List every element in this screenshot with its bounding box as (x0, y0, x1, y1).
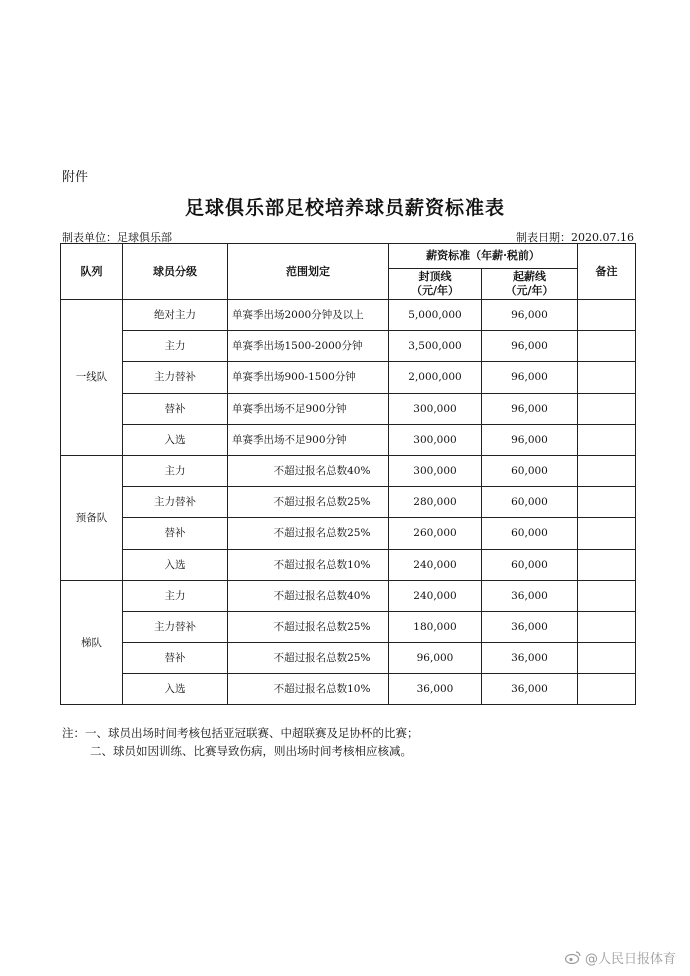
table-row (61, 643, 636, 674)
cap-cell: 280,000 (389, 487, 482, 518)
header-remarks: 备注 (578, 244, 636, 300)
note-1: 注：一、球员出场时间考核包括亚冠联赛、中超联赛及足协杯的比赛； (62, 726, 419, 740)
weibo-icon (565, 951, 581, 964)
date-label: 制表日期：2020.07.16 (516, 231, 634, 244)
cap-cell: 240,000 (389, 549, 482, 580)
cap-cell: 36,000 (389, 674, 482, 705)
grade-cell: 入选 (123, 424, 228, 455)
header-base: 起薪线 （元/年） (482, 269, 578, 300)
remarks-cell (578, 674, 636, 705)
attachment-label: 附件 (62, 170, 89, 185)
cap-cell: 300,000 (389, 393, 482, 424)
grade-cell: 主力替补 (123, 611, 228, 642)
base-cell: 96,000 (482, 362, 578, 393)
scope-cell: 不超过报名总数25% (228, 487, 389, 518)
scope-cell: 不超过报名总数10% (228, 549, 389, 580)
notes (62, 724, 419, 760)
scope-cell: 不超过报名总数25% (228, 611, 389, 642)
table-row (61, 674, 636, 705)
cap-cell: 5,000,000 (389, 300, 482, 331)
remarks-cell (578, 549, 636, 580)
remarks-cell (578, 331, 636, 362)
grade-cell: 替补 (123, 643, 228, 674)
team-cell: 一线队 (61, 300, 123, 456)
scope-cell: 不超过报名总数40% (228, 455, 389, 486)
table-row (61, 393, 636, 424)
scope-cell: 不超过报名总数25% (228, 518, 389, 549)
grade-cell: 主力 (123, 455, 228, 486)
grade-cell: 主力 (123, 331, 228, 362)
cap-cell: 180,000 (389, 611, 482, 642)
base-cell: 60,000 (482, 549, 578, 580)
remarks-cell (578, 362, 636, 393)
cap-cell: 96,000 (389, 643, 482, 674)
base-cell: 96,000 (482, 393, 578, 424)
header-salary-standard: 薪资标准（年薪·税前） (389, 244, 578, 269)
table-row (61, 487, 636, 518)
scope-cell: 不超过报名总数40% (228, 580, 389, 611)
remarks-cell (578, 580, 636, 611)
table-row (61, 611, 636, 642)
base-cell: 96,000 (482, 300, 578, 331)
cap-cell: 300,000 (389, 424, 482, 455)
table-row (61, 580, 636, 611)
table-row (61, 455, 636, 486)
cap-cell: 300,000 (389, 455, 482, 486)
base-cell: 96,000 (482, 424, 578, 455)
team-cell: 梯队 (61, 580, 123, 705)
table-row (61, 518, 636, 549)
header-cap: 封顶线 （元/年） (389, 269, 482, 300)
remarks-cell (578, 424, 636, 455)
cap-cell: 3,500,000 (389, 331, 482, 362)
table-row (61, 424, 636, 455)
grade-cell: 替补 (123, 518, 228, 549)
cap-cell: 260,000 (389, 518, 482, 549)
scope-cell: 单赛季出场不足900分钟 (228, 424, 389, 455)
remarks-cell (578, 487, 636, 518)
grade-cell: 入选 (123, 674, 228, 705)
scope-cell: 单赛季出场不足900分钟 (228, 393, 389, 424)
watermark-text: @人民日报体育 (584, 952, 676, 967)
salary-table (60, 243, 636, 705)
remarks-cell (578, 455, 636, 486)
base-cell: 60,000 (482, 518, 578, 549)
scope-cell: 单赛季出场1500-2000分钟 (228, 331, 389, 362)
grade-cell: 主力 (123, 580, 228, 611)
remarks-cell (578, 611, 636, 642)
header-scope: 范围划定 (228, 244, 389, 300)
header-grade: 球员分级 (123, 244, 228, 300)
remarks-cell (578, 300, 636, 331)
table-row (61, 549, 636, 580)
remarks-cell (578, 393, 636, 424)
grade-cell: 主力替补 (123, 487, 228, 518)
grade-cell: 替补 (123, 393, 228, 424)
document-title: 足球俱乐部足校培养球员薪资标准表 (184, 197, 505, 219)
grade-cell: 入选 (123, 549, 228, 580)
base-cell: 36,000 (482, 674, 578, 705)
cap-cell: 240,000 (389, 580, 482, 611)
cap-cell: 2,000,000 (389, 362, 482, 393)
scope-cell: 单赛季出场2000分钟及以上 (228, 300, 389, 331)
grade-cell: 主力替补 (123, 362, 228, 393)
scope-cell: 不超过报名总数25% (228, 643, 389, 674)
table-row (61, 362, 636, 393)
note-2: 二、球员如因训练、比赛导致伤病，则出场时间考核相应核减。 (90, 744, 412, 758)
remarks-cell (578, 518, 636, 549)
base-cell: 36,000 (482, 611, 578, 642)
base-cell: 96,000 (482, 331, 578, 362)
scope-cell: 不超过报名总数10% (228, 674, 389, 705)
scope-cell: 单赛季出场900-1500分钟 (228, 362, 389, 393)
grade-cell: 绝对主力 (123, 300, 228, 331)
remarks-cell (578, 643, 636, 674)
watermark (565, 948, 676, 967)
team-cell: 预备队 (61, 455, 123, 580)
header-team: 队列 (61, 244, 123, 300)
base-cell: 36,000 (482, 580, 578, 611)
base-cell: 60,000 (482, 487, 578, 518)
table-row (61, 331, 636, 362)
table-row (61, 300, 636, 331)
unit-label: 制表单位：足球俱乐部 (62, 231, 172, 244)
base-cell: 60,000 (482, 455, 578, 486)
base-cell: 36,000 (482, 643, 578, 674)
